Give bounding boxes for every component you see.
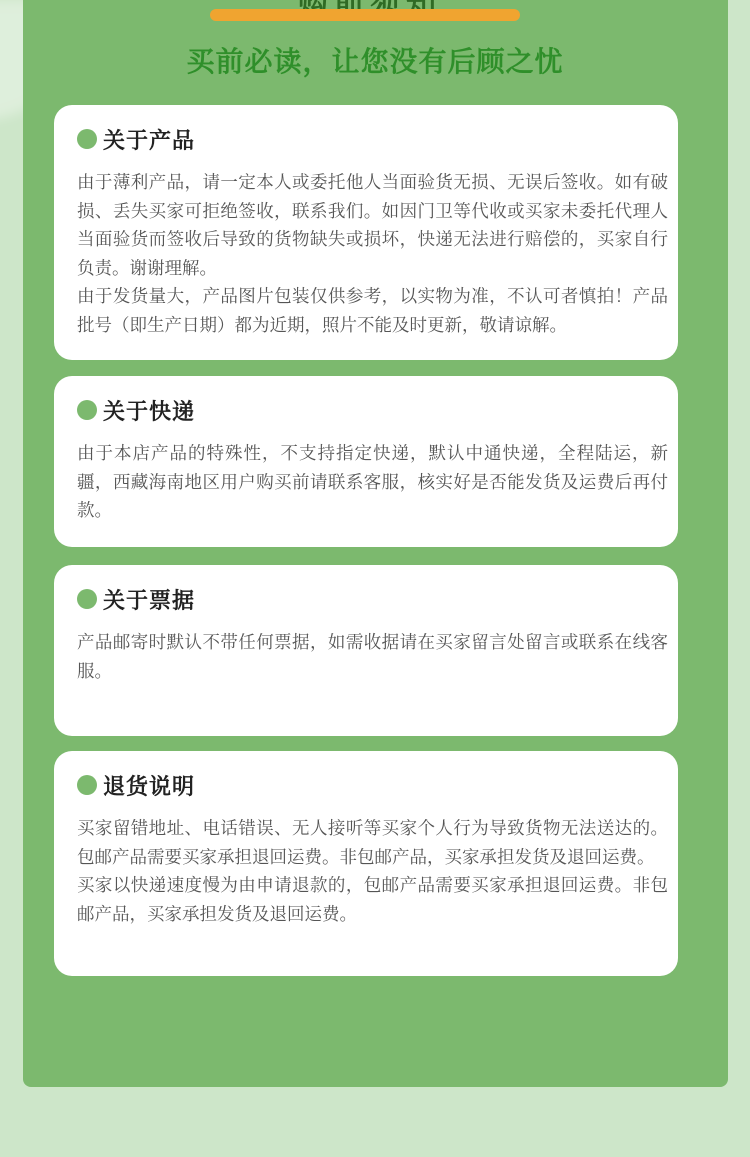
card-body xyxy=(77,815,668,929)
card-return-policy xyxy=(54,751,678,976)
section-title-clipped xyxy=(190,0,550,6)
card-about-product xyxy=(54,105,678,360)
card-header xyxy=(77,394,668,426)
card-title: 关于票据 xyxy=(103,588,196,614)
bullet-dot-icon xyxy=(77,775,97,795)
card-header xyxy=(77,769,668,801)
card-body xyxy=(77,169,668,341)
card-paragraph: 产品邮寄时默认不带任何票据，如需收据请在买家留言处留言或联系在线客服。 xyxy=(77,633,668,682)
page-subtitle: 买前必读，让您没有后顾之忧 xyxy=(186,45,564,78)
card-paragraph: 由于发货量大，产品图片包装仅供参考，以实物为准，不认可者慎拍！产品批号（即生产日期）都为近期，照片不能及时更新，敬请谅解。 xyxy=(77,287,668,336)
card-body xyxy=(77,629,668,686)
card-about-invoice xyxy=(54,565,678,736)
title-underline xyxy=(210,9,520,21)
card-paragraph: 买家以快递速度慢为由申请退款的，包邮产品需要买家承担退回运费。非包邮产品，买家承担发货及退回运费。 xyxy=(77,876,668,925)
card-paragraph: 买家留错地址、电话错误、无人接听等买家个人行为导致货物无法送达的。包邮产品需要买家承担退回运费。非包邮产品，买家承担发货及退回运费。 xyxy=(77,819,668,868)
card-about-delivery xyxy=(54,376,678,547)
bullet-dot-icon xyxy=(77,129,97,149)
card-paragraph: 由于薄利产品，请一定本人或委托他人当面验货无损、无误后签收。如有破损、丢失买家可拒绝签收，联系我们。如因门卫等代收或买家未委托代理人当面验货而签收后导致的货物缺失或损坏，快递无法进行赔偿的，买家自行负责。谢谢理解。 xyxy=(77,173,668,279)
card-header xyxy=(77,123,668,155)
card-title: 退货说明 xyxy=(103,774,196,800)
card-header xyxy=(77,583,668,615)
card-paragraph: 由于本店产品的特殊性，不支持指定快递，默认中通快递，全程陆运，新疆，西藏海南地区用户购买前请联系客服，核实好是否能发货及运费后再付款。 xyxy=(77,444,668,522)
bullet-dot-icon xyxy=(77,589,97,609)
card-body xyxy=(77,440,668,526)
card-title: 关于产品 xyxy=(103,128,196,154)
card-title: 关于快递 xyxy=(103,399,196,425)
bullet-dot-icon xyxy=(77,400,97,420)
